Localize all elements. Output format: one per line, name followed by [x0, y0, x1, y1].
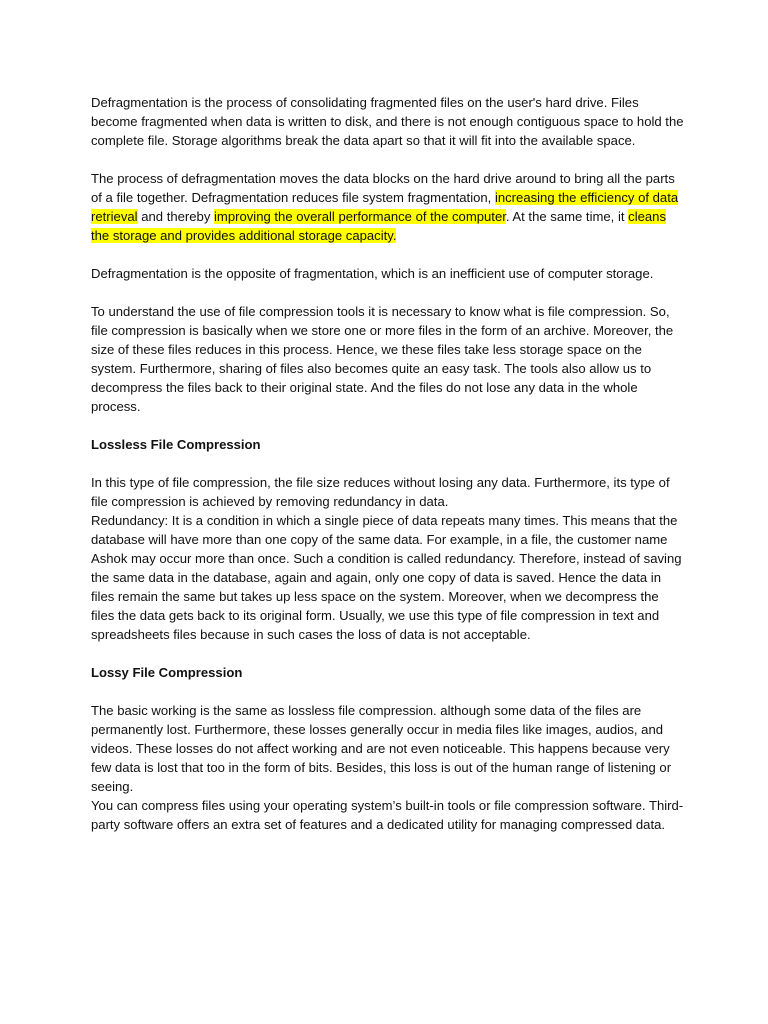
highlighted-text-performance: improving the overall performance of the computer [214, 209, 506, 224]
paragraph-gap [91, 283, 684, 302]
highlighted-text-storage: cleans the storage and provides additional storage capacity. [91, 209, 666, 243]
paragraph-lossless-intro: In this type of file compression, the file size reduces without losing any data. Furthermore, its type of file compression is achieved by removing redundancy in data. [91, 475, 670, 509]
paragraph-compress-tools: You can compress files using your operating system’s built-in tools or file compression software. Third-party software offers an extra set of features and a dedicated utility for managing compressed data. [91, 798, 684, 832]
paragraph-defragmentation-process [91, 169, 684, 245]
paragraph-lossy-working: The basic working is the same as lossless file compression. although some data of the files are permanently lost. Furthermore, these losses generally occur in media files like images, audios, and videos. These losses do not affect working and are not even noticeable. This happens because very few data is lost that too in the form of bits. Besides, this loss is out of the human range of listening or seeing. [91, 703, 672, 794]
paragraph-file-compression: To understand the use of file compression tools it is necessary to know what is file compression. So, file compression is basically when we store one or more files in the form of an archive. Moreover, the size of these files reduces in this process. Hence, we these files take less storage space on the system. Furthermore, sharing of files also becomes quite an easy task. The tools also allow us to decompress the files back to their original state. And the files do not lose any data in the whole process. [91, 304, 674, 414]
text-segment: and thereby [137, 209, 215, 224]
highlighted-text-efficiency: increasing the efficiency of data retrieval [91, 190, 679, 224]
paragraph-defragmentation-intro: Defragmentation is the process of consolidating fragmented files on the user's hard drive. Files become fragmented when data is written to disk, and there is not enough contiguous space to hold the complete file. Storage algorithms break the data apart so that it will fit into the available space. [91, 95, 684, 148]
paragraph-gap [91, 644, 684, 663]
paragraph-gap [91, 245, 684, 264]
text-segment: . At the same time, it [505, 209, 629, 224]
paragraph-redundancy: Redundancy: It is a condition in which a single piece of data repeats many times. This means that the database will have more than one copy of the same data. For example, in a file, the customer name Ashok may occur more than once. Such a condition is called redundancy. Therefore, instead of saving the same data in the database, again and again, only one copy of data is saved. Hence the data in files remain the same but takes up less space on the system. Moreover, when we decompress the files the data gets back to its original form. Usually, we use this type of file compression in text and spreadsheets files because in such cases the loss of data is not acceptable. [91, 513, 682, 642]
paragraph-gap [91, 454, 684, 473]
heading-lossless-compression: Lossless File Compression [91, 437, 261, 452]
paragraph-gap [91, 416, 684, 435]
paragraph-gap [91, 150, 684, 169]
heading-lossy-compression: Lossy File Compression [91, 665, 243, 680]
paragraph-gap [91, 682, 684, 701]
text-segment: The process of defragmentation moves the data blocks on the hard drive around to bring all the parts of a file together. Defragmentation reduces file system fragmentation, [91, 171, 675, 205]
paragraph-defragmentation-opposite: Defragmentation is the opposite of fragmentation, which is an inefficient use of computer storage. [91, 266, 654, 281]
